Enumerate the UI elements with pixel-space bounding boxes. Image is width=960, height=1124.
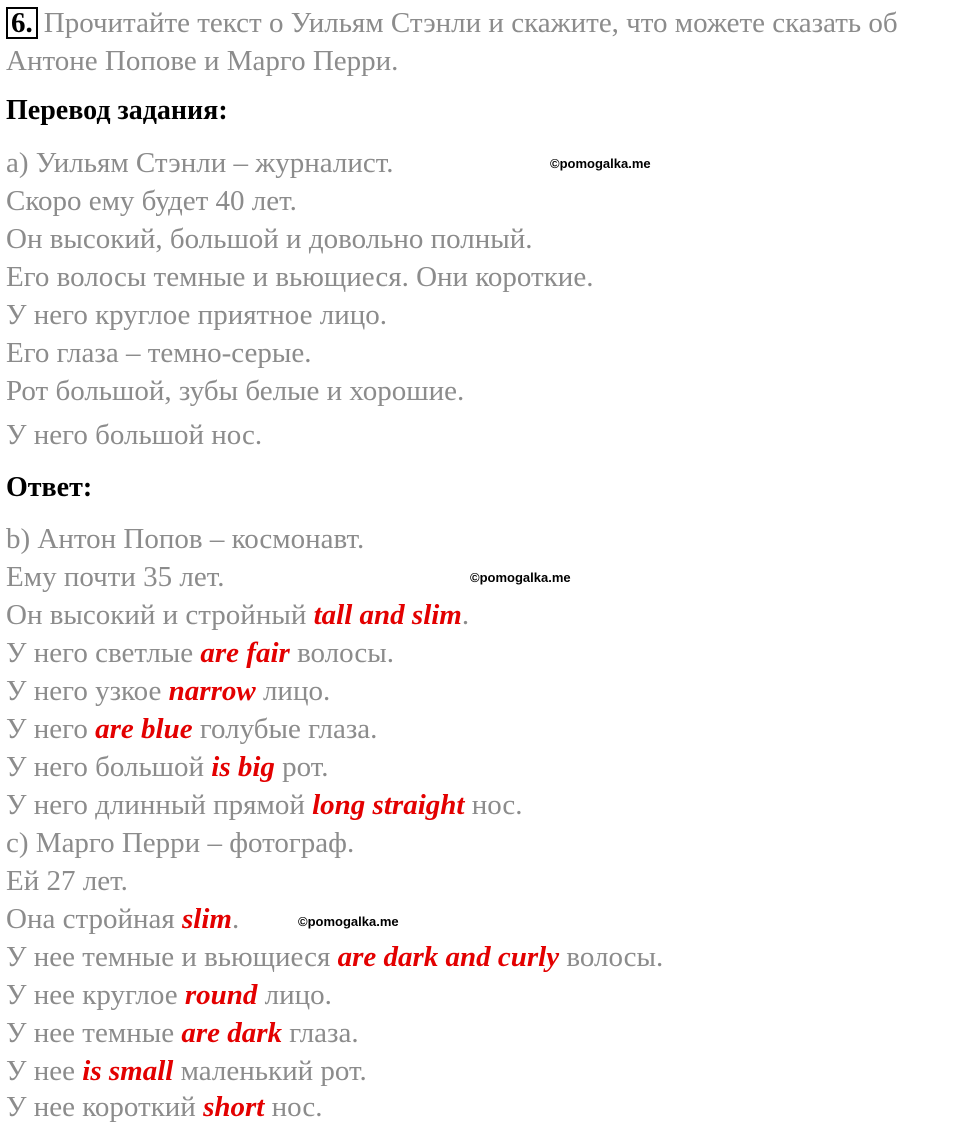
translation-line: а) Уильям Стэнли – журналист. <box>6 147 394 179</box>
answer-line: У нее темные are dark глаза. <box>6 1017 359 1049</box>
answer-b-age: Ему почти 35 лет. <box>6 561 225 593</box>
translation-line: Скоро ему будет 40 лет. <box>6 185 297 217</box>
highlight: narrow <box>168 675 256 707</box>
answer-c-title: c) Марго Перри – фотограф. <box>6 827 355 859</box>
highlight: are blue <box>95 713 193 745</box>
answer-line: Она стройная slim. <box>6 903 240 935</box>
highlight: tall and slim <box>313 599 462 631</box>
task-line-2: Антоне Попове и Марго Перри. <box>6 45 399 77</box>
highlight: are fair <box>200 637 290 669</box>
answer-c-age: Ей 27 лет. <box>6 865 128 897</box>
answer-line: У нее круглое round лицо. <box>6 979 332 1011</box>
answer-heading: Ответ: <box>6 472 93 503</box>
answer-line: У него узкое narrow лицо. <box>6 675 331 707</box>
translation-line: Его глаза – темно-серые. <box>6 337 312 369</box>
translation-line: Его волосы темные и вьющиеся. Они короткие. <box>6 261 594 293</box>
answer-line: У нее is small маленький рот. <box>6 1055 367 1087</box>
highlight: slim <box>181 903 232 935</box>
task-line-1 <box>6 6 898 40</box>
translation-line: Он высокий, большой и довольно полный. <box>6 223 533 255</box>
answer-b-title: b) Антон Попов – космонавт. <box>6 523 365 555</box>
translation-line: Рот большой, зубы белые и хорошие. <box>6 375 465 407</box>
watermark: ©pomogalka.me <box>470 570 571 585</box>
task-text: Прочитайте текст о Уильям Стэнли и скажите, что можете сказать об <box>43 7 898 39</box>
highlight: is big <box>211 751 275 783</box>
task-number: 6. <box>6 7 38 39</box>
highlight: is small <box>82 1055 174 1087</box>
translation-heading: Перевод задания: <box>6 95 228 126</box>
highlight: round <box>184 979 258 1011</box>
answer-line: У него are blue голубые глаза. <box>6 713 378 745</box>
highlight: are dark <box>181 1017 283 1049</box>
highlight: are dark and curly <box>337 941 560 973</box>
translation-line: У него круглое приятное лицо. <box>6 299 387 331</box>
answer-line: У нее темные и вьющиеся are dark and curly волосы. <box>6 941 664 973</box>
answer-line: У него большой is big рот. <box>6 751 329 783</box>
watermark: ©pomogalka.me <box>550 156 651 171</box>
highlight: long straight <box>312 789 465 821</box>
translation-line: У него большой нос. <box>6 419 263 451</box>
answer-line: У него длинный прямой long straight нос. <box>6 789 523 821</box>
answer-line: Он высокий и стройный tall and slim. <box>6 599 470 631</box>
watermark: ©pomogalka.me <box>298 914 399 929</box>
answer-line: У нее короткий short нос. <box>6 1091 323 1123</box>
answer-line: У него светлые are fair волосы. <box>6 637 394 669</box>
highlight: short <box>203 1091 265 1123</box>
